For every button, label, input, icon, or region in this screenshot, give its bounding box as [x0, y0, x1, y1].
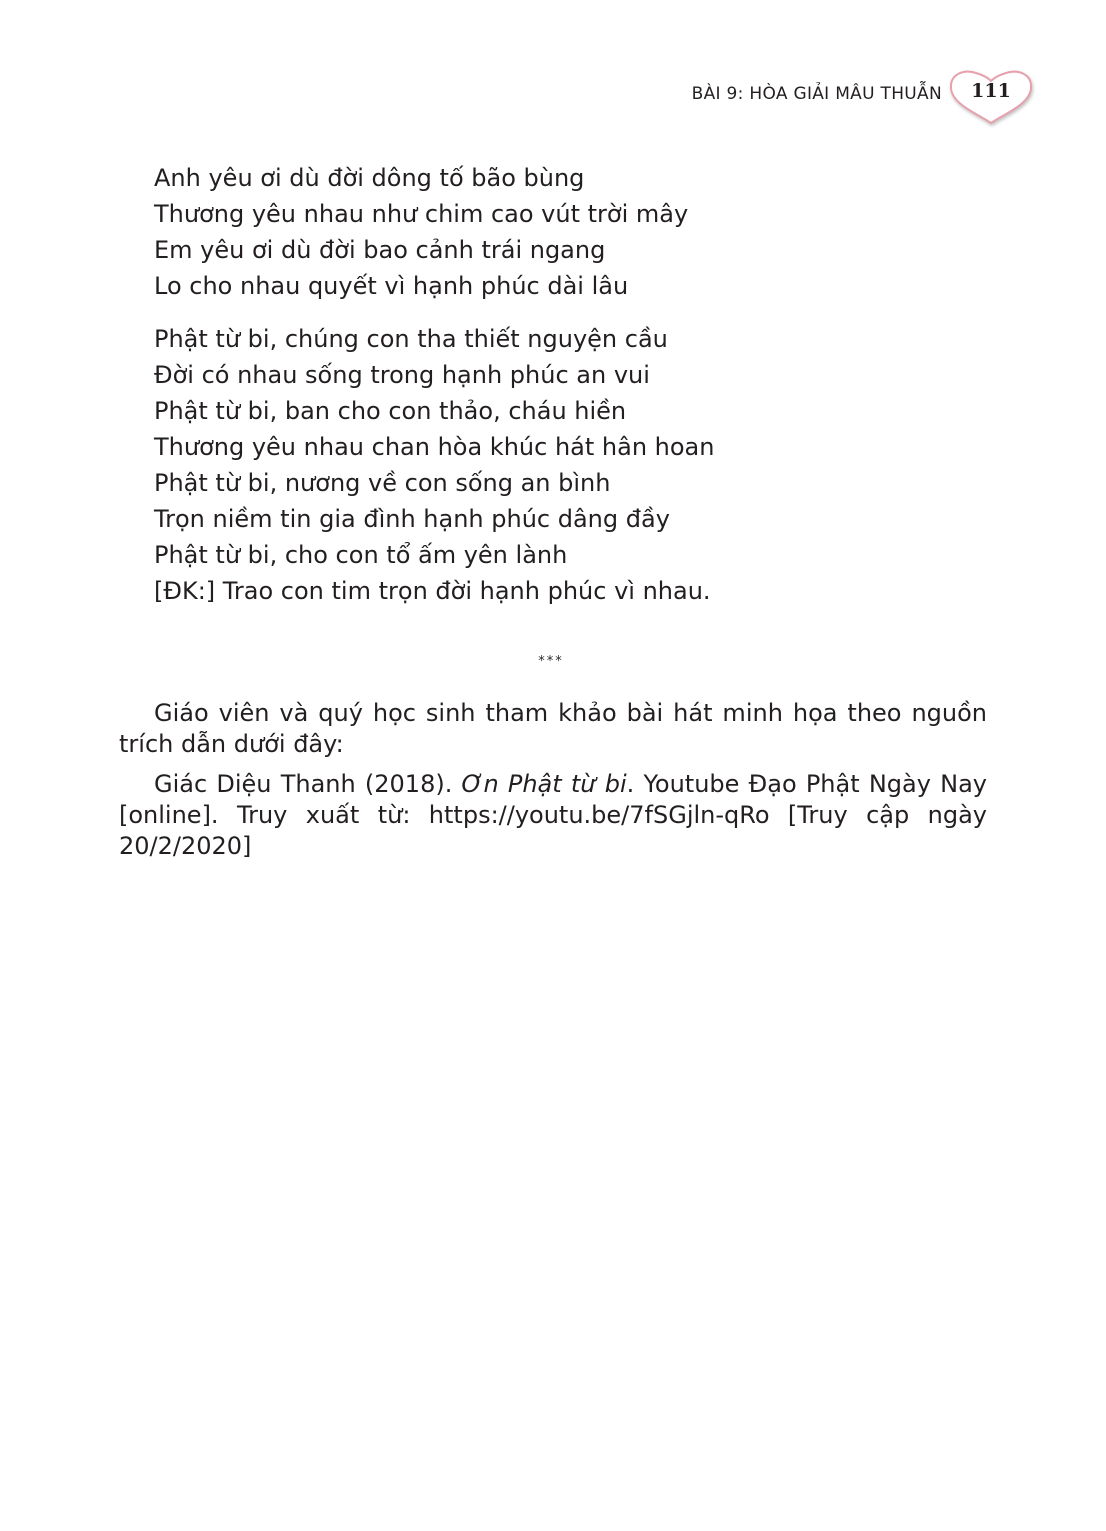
- chapter-title: BÀI 9: HÒA GIẢI MÂU THUẪN: [691, 84, 942, 104]
- song-lyrics: [154, 160, 974, 609]
- verse-line: Đời có nhau sống trong hạnh phúc an vui: [154, 361, 650, 389]
- verse-line: [ĐK:] Trao con tim trọn đời hạnh phúc vì nhau.: [154, 577, 711, 605]
- verse-line: Phật từ bi, chúng con tha thiết nguyện cầu: [154, 325, 668, 353]
- stanza-1: [154, 160, 974, 304]
- page-number: 111: [971, 80, 1011, 102]
- verse-line: Lo cho nhau quyết vì hạnh phúc dài lâu: [154, 272, 629, 300]
- verse-line: Em yêu ơi dù đời bao cảnh trái ngang: [154, 236, 606, 264]
- verse-line: Thương yêu nhau như chim cao vút trời mây: [154, 200, 689, 228]
- verse-line: Thương yêu nhau chan hòa khúc hát hân hoan: [154, 433, 715, 461]
- verse-line: Anh yêu ơi dù đời dông tố bão bùng: [154, 164, 585, 192]
- separator-stars: ***: [538, 654, 564, 669]
- page-number-badge: [946, 68, 1036, 128]
- citation-title: Ơn Phật từ bi: [461, 770, 627, 798]
- verse-line: Trọn niềm tin gia đình hạnh phúc dâng đầy: [154, 505, 670, 533]
- citation-suffix: . Youtube Đạo Phật Ngày Nay [online]. Truy xuất từ: https://youtu.be/7fSGjln-qRo [Truy cập ngày 20/2/2020]: [119, 770, 987, 860]
- verse-line: Phật từ bi, nương về con sống an bình: [154, 469, 611, 497]
- verse-line: Phật từ bi, ban cho con thảo, cháu hiền: [154, 397, 627, 425]
- verse-line: Phật từ bi, cho con tổ ấm yên lành: [154, 541, 568, 569]
- citation-prefix: Giác Diệu Thanh (2018).: [154, 770, 462, 798]
- section-separator: [0, 654, 1106, 669]
- reference-section: [119, 698, 987, 862]
- citation: [119, 769, 987, 862]
- stanza-2: [154, 321, 974, 609]
- page-header: [692, 68, 1036, 128]
- reference-intro: Giáo viên và quý học sinh tham khảo bài hát minh họa theo nguồn trích dẫn dưới đây:: [119, 699, 987, 758]
